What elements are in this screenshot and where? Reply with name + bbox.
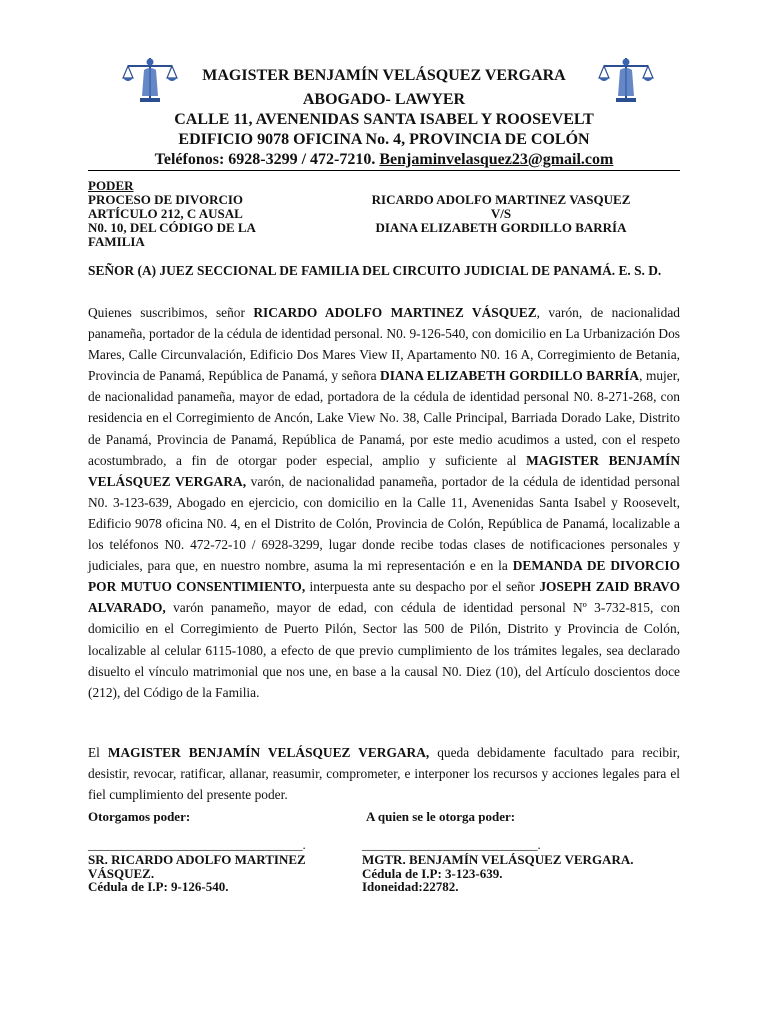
case-article: ARTÍCULO 212, C AUSAL xyxy=(88,206,243,221)
body-paragraph-1 xyxy=(88,302,680,703)
letterhead-address-building: EDIFICIO 9078 OFICINA No. 4, PROVINCIA DE COLÓN xyxy=(178,131,590,148)
case-cause: N0. 10, DEL CÓDIGO DE LA xyxy=(88,220,256,235)
letterhead-title: ABOGADO- LAWYER xyxy=(302,91,466,108)
grantor-name-1: RICARDO ADOLFO MARTINEZ VÁSQUEZ xyxy=(253,305,537,320)
demand-title: DEMANDA DE DIVORCIO POR MUTUO CONSENTIMIENTO, xyxy=(88,558,680,595)
body-text: queda debidamente facultado para recibir, desistir, revocar, ratificar, allanar, reasumir, comprometer, e interponer los recursos y acciones legales para el fiel cumplimiento del presente poder. xyxy=(88,745,681,803)
letterhead-phones: Teléfonos: 6928-3299 / 472-7210. xyxy=(154,151,380,168)
body-text: El xyxy=(88,745,108,760)
signature-left-heading: Otorgamos poder: xyxy=(88,809,191,824)
case-code: FAMILIA xyxy=(88,234,145,249)
body-text: varón panameño, mayor de edad, con cédula de identidad personal Nº 3-732-815, con domicilio en el Corregimiento de Puerto Pilón, Sector las 500 de Pilón, Distrito y Provincia de Colón, localizable al celular 6115-1080, a efecto de que previo cumplimiento de los trámites legales, sea declarado disuelto el vínculo matrimonial que nos une, en base a la causal N0. Diez (10), del Artículo doscientos doce (212), del Código de la Familia. xyxy=(88,600,680,700)
signature-left-id: Cédula de I.P: 9-126-540. xyxy=(88,879,229,894)
body-text: , mujer, de nacionalidad panameña, mayor de edad, portadora de la cédula de identidad personal N0. 8-271-268, con residencia en el Corregimiento de Ancón, Lake View No. 38, Calle Principal, Barriada Dorado Lake, Distrito de Panamá, Provincia de Panamá, República de Panamá, por este medio acudimos a usted, con el respeto acostumbrado, a fin de otorgar poder especial, amplio y suficiente al xyxy=(88,368,680,468)
letterhead-email-link[interactable]: Benjaminvelasquez23@gmail.com xyxy=(379,151,614,168)
grantor-name-2: DIANA ELIZABETH GORDILLO BARRÍA xyxy=(380,368,640,384)
plaintiff-name-inline: JOSEPH ZAID BRAVO ALVARADO, xyxy=(88,579,680,616)
body-text: , varón, de nacionalidad panameña, portador de la cédula de identidad personal. N0. 9-126-540, con domicilio en La Urbanización Dos Mares, Calle Circunvalación, Edificio Dos Mares View II, Apartamento N0. 16 A, Corregimiento de Betania, Provincia de Panamá, República de Panamá, y señora xyxy=(88,305,680,384)
body-text: Quienes suscribimos, señor xyxy=(88,305,254,320)
signature-right-idoneidad: Idoneidad:22782. xyxy=(362,879,459,894)
signature-right-id: Cédula de I.P: 3-123-639. xyxy=(362,866,503,881)
letterhead-contact xyxy=(88,150,680,171)
body-text: varón, de nacionalidad panameña, portador de la cédula de identidad personal N0. 3-123-639, Abogado en ejercicio, con domicilio en la Calle 11, Avenenidas Santa Isabel y Roosevelt, Edificio 9078 oficina N0. 4, en el Distrito de Colón, Provincia de Colón, República de Panamá, localizable a los teléfonos N0. 472-72-10 / 6928-3299, lugar donde recibe todas clases de notificaciones personales y judiciales, para que, en nuestro nombre, asuma la mi representación e en la xyxy=(88,473,680,574)
versus-label: V/S xyxy=(490,206,512,221)
signature-right-name: MGTR. BENJAMÍN VELÁSQUEZ VERGARA. xyxy=(362,852,634,867)
signature-left-name: SR. RICARDO ADOLFO MARTINEZ VÁSQUEZ. xyxy=(88,852,306,881)
defendant-name: DIANA ELIZABETH GORDILLO BARRÍA xyxy=(375,220,627,235)
body-text: interpuesta ante su despacho por el señor xyxy=(305,579,540,595)
letterhead-name: MAGISTER BENJAMÍN VELÁSQUEZ VERGARA xyxy=(202,67,566,84)
signature-right-heading: A quien se le otorga poder: xyxy=(366,809,516,824)
addressee-heading: SEÑOR (A) JUEZ SECCIONAL DE FAMILIA DEL CIRCUITO JUDICIAL DE PANAMÁ. E. S. D. xyxy=(88,263,662,278)
signature-right-line: ___________________________. xyxy=(362,837,541,852)
letterhead-address-street: CALLE 11, AVENENIDAS SANTA ISABEL Y ROOSEVELT xyxy=(174,111,594,128)
document-type: PODER xyxy=(88,178,134,193)
body-paragraph-2 xyxy=(88,742,680,805)
case-caption-left xyxy=(88,179,328,249)
plaintiff-name: RICARDO ADOLFO MARTINEZ VASQUEZ xyxy=(371,192,631,207)
case-type: PROCESO DE DIVORCIO xyxy=(88,192,244,207)
case-caption-right xyxy=(336,193,666,235)
attorney-name: MAGISTER BENJAMÍN VELÁSQUEZ VERGARA, xyxy=(88,452,680,489)
attorney-name: MAGISTER BENJAMÍN VELÁSQUEZ VERGARA, xyxy=(107,745,430,760)
signature-left-line: _________________________________. xyxy=(88,837,306,852)
